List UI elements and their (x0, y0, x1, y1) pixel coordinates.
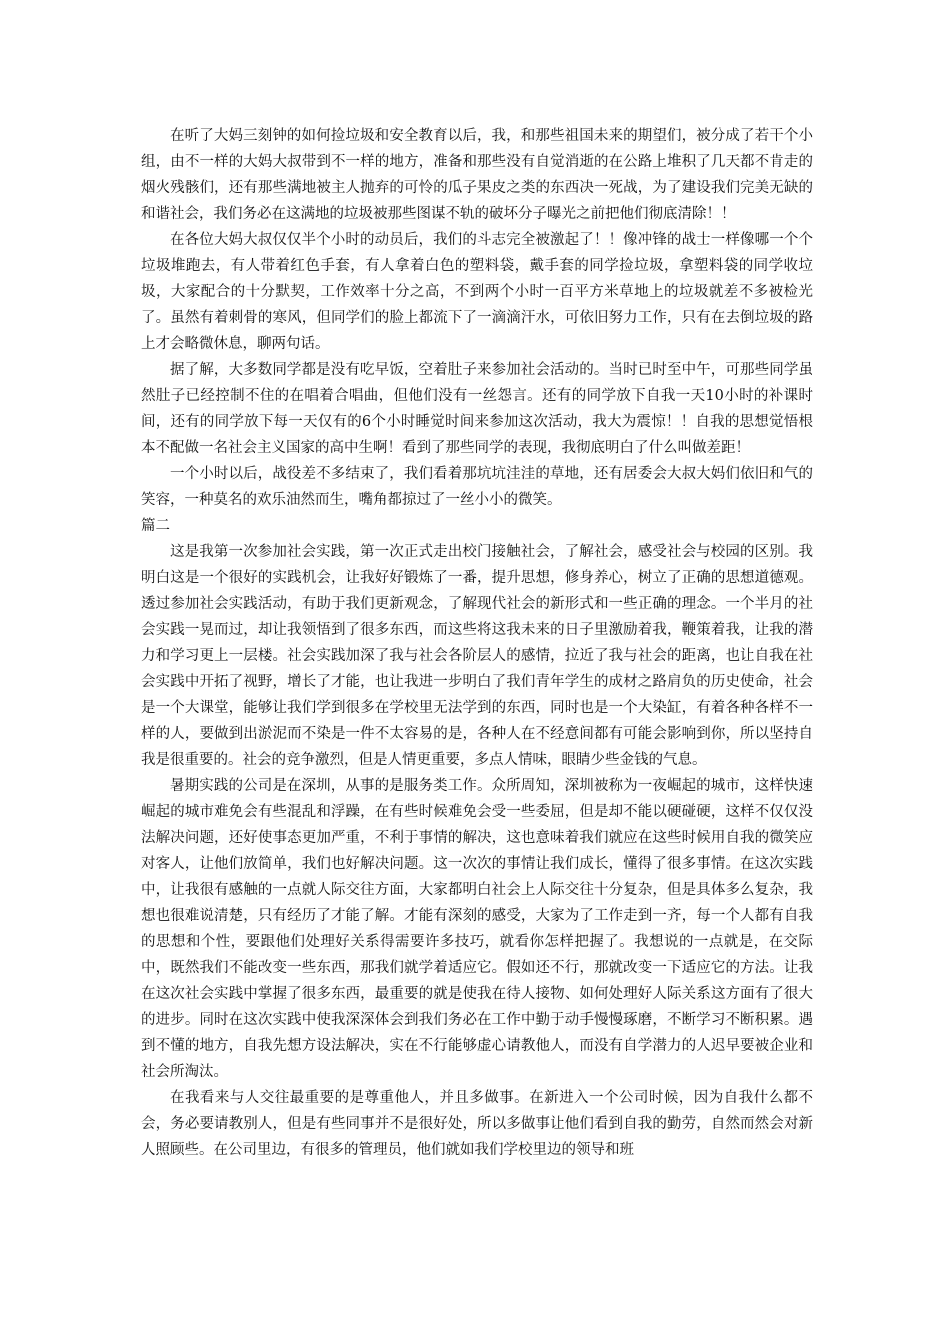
paragraph-2: 在各位大妈大叔仅仅半个小时的动员后，我们的斗志完全被激起了！！像冲锋的战士一样像哪一个个垃圾堆跑去，有人带着红色手套，有人拿着白色的塑料袋，戴手套的同学捡垃圾，拿塑料袋的同学收垃圾，大家配合的十分默契，工作效率十分之高，不到两个小时一百平方米草地上的垃圾就差不多被检光了。虽然有着刺骨的寒风，但同学们的脸上都流下了一滴滴汗水，可依旧努力工作，只有在去倒垃圾的路上才会略微休息，聊两句话。 (141, 232, 813, 352)
paragraph-4: 一个小时以后，战役差不多结束了，我们看着那坑坑洼洼的草地，还有居委会大叔大妈们依旧和气的笑容，一种莫名的欢乐油然而生，嘴角都掠过了一丝小小的微笑。 (141, 466, 813, 508)
document-page (141, 123, 813, 1163)
paragraph-3: 据了解，大多数同学都是没有吃早饭，空着肚子来参加社会活动的。当时已时至中午，可那些同学虽然肚子已经控制不住的在唱着合唱曲，但他们没有一丝怨言。还有的同学放下自我一天10小时的补课时间，还有的同学放下每一天仅有的6个小时睡觉时间来参加这次活动，我大为震惊！！自我的思想觉悟根本不配做一名社会主义国家的高中生啊！看到了那些同学的表现，我彻底明白了什么叫做差距！ (141, 362, 813, 456)
paragraph-1: 在听了大妈三刻钟的如何捡垃圾和安全教育以后，我，和那些祖国未来的期望们，被分成了若干个小组，由不一样的大妈大叔带到不一样的地方，准备和那些没有自觉消逝的在公路上堆积了几天都不肯走的烟火残骸们，还有那些满地被主人抛弃的可怜的瓜子果皮之类的东西决一死战，为了建设我们完美无缺的和谐社会，我们务必在这满地的垃圾被那些图谋不轨的破坏分子曝光之前把他们彻底清除！！ (141, 128, 813, 222)
section-heading: 篇二 (141, 518, 170, 534)
paragraph-5: 这是我第一次参加社会实践，第一次正式走出校门接触社会，了解社会，感受社会与校园的区别。我明白这是一个很好的实践机会，让我好好锻炼了一番，提升思想，修身养心，树立了正确的思想道德观。透过参加社会实践活动，有助于我们更新观念，了解现代社会的新形式和一些正确的理念。一个半月的社会实践一晃而过，却让我领悟到了很多东西，而这些将这我未来的日子里激励着我，鞭策着我，让我的潜力和学习更上一层楼。社会实践加深了我与社会各阶层人的感情，拉近了我与社会的距离，也让自我在社会实践中开拓了视野，增长了才能，也让我进一步明白了我们青年学生的成材之路肩负的历史使命，社会是一个大课堂，能够让我们学到很多在学校里无法学到的东西，同时也是一个大染缸，有着各种各样不一样的人，要做到出淤泥而不染是一件不太容易的是，各种人在不经意间都有可能会影响到你，所以坚持自我是很重要的。社会的竞争激烈，但是人情更重要，多点人情味，眼睛少些金钱的气息。 (141, 544, 813, 768)
paragraph-6: 暑期实践的公司是在深圳，从事的是服务类工作。众所周知，深圳被称为一夜崛起的城市，这样快速崛起的城市难免会有些混乱和浮躁，在有些时候难免会受一些委屈，但是却不能以硬碰硬，这样不仅仅没法解决问题，还好使事态更加严重，不利于事情的解决，这也意味着我们就应在这些时候用自我的微笑应对客人，让他们放简单，我们也好解决问题。这一次次的事情让我们成长，懂得了很多事情。在这次实践中，让我很有感触的一点就人际交往方面，大家都明白社会上人际交往十分复杂，但是具体多么复杂，我想也很难说清楚，只有经历了才能了解。才能有深刻的感受，大家为了工作走到一齐，每一个人都有自我的思想和个性，要跟他们处理好关系得需要许多技巧，就看你怎样把握了。我想说的一点就是，在交际中，既然我们不能改变一些东西，那我们就学着适应它。假如还不行，那就改变一下适应它的方法。让我在这次社会实践中掌握了很多东西，最重要的就是使我在待人接物、如何处理好人际关系这方面有了很大的进步。同时在这次实践中使我深深体会到我们务必在工作中勤于动手慢慢琢磨，不断学习不断积累。遇到不懂的地方，自我先想方设法解决，实在不行能够虚心请教他人，而没有自学潜力的人迟早要被企业和社会所淘汰。 (141, 778, 813, 1080)
paragraph-7: 在我看来与人交往最重要的是尊重他人，并且多做事。在新进入一个公司时候，因为自我什么都不会，务必要请教别人，但是有些同事并不是很好处，所以多做事让他们看到自我的勤劳，自然而然会对新人照顾些。在公司里边，有很多的管理员，他们就如我们学校里边的领导和班 (141, 1090, 813, 1158)
